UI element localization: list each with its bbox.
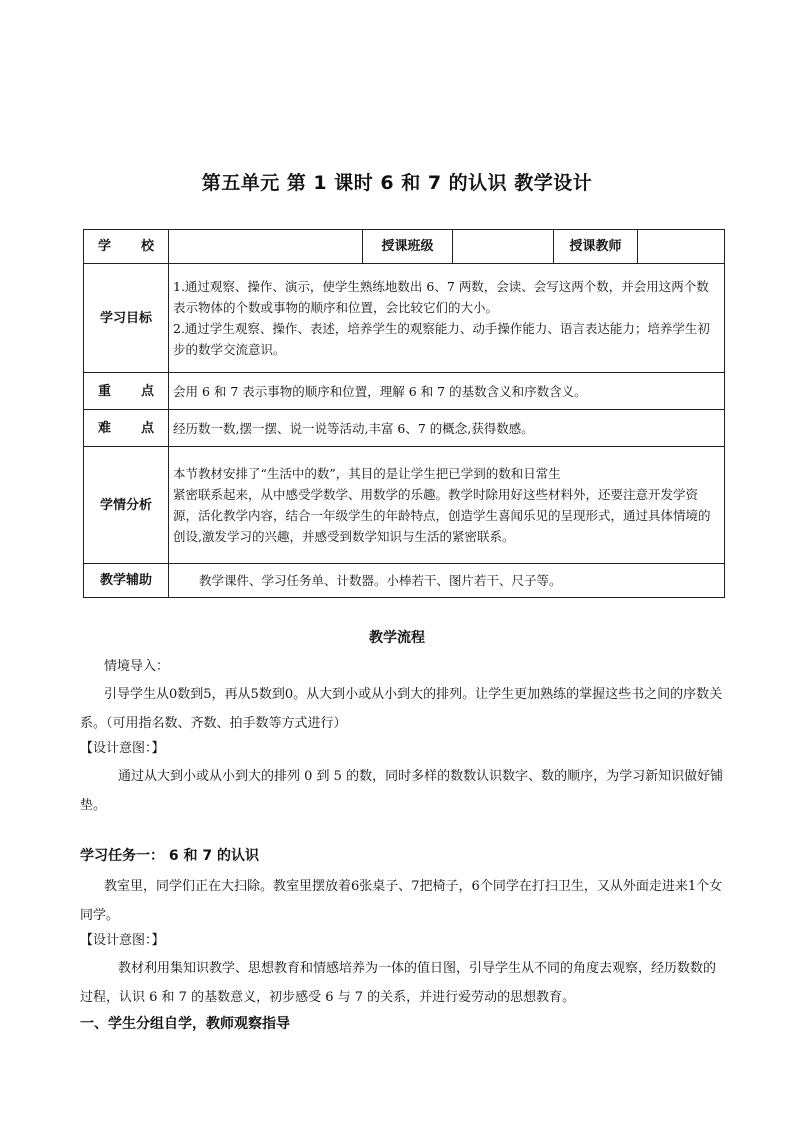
difficulty-value: 经历数一数,摆一摆、说一说等活动,丰富 6、7 的概念,获得数感。 <box>169 410 725 447</box>
task1-title: 学习任务一： 6 和 7 的认识 <box>80 848 259 864</box>
class-label: 授课班级 <box>363 230 453 264</box>
goals-cell <box>169 264 725 373</box>
task1-text: 教室里，同学们正在大扫除。教室里摆放着6张桌子、7把椅子，6个同学在打扫卫生，又从外面走进来1个女同学。 <box>80 879 723 923</box>
analysis-cell <box>169 447 725 564</box>
difficulty-label: 难 点 <box>84 410 169 447</box>
key-point-value: 会用 6 和 7 表示事物的顺序和位置，理解 6 和 7 的基数含义和序数含义。 <box>169 373 725 410</box>
intro-label: 情境导入： <box>104 659 170 674</box>
table-row <box>84 564 725 598</box>
table-row <box>84 230 725 264</box>
school-value <box>169 230 363 264</box>
flow-title: 教学流程 <box>369 630 425 646</box>
section1-title: 一、学生分组自学，教师观察指导 <box>80 1016 290 1032</box>
table-row <box>84 373 725 410</box>
table-row <box>84 264 725 373</box>
document-title: 第五单元 第 1 课时 6 和 7 的认识 教学设计 <box>201 172 593 194</box>
design-intent-text-1: 通过从大到小或从小到大的排列 0 到 5 的数，同时多样的数数认识数字、数的顺序，为学习新知识做好铺垫。 <box>80 769 724 813</box>
teacher-label: 授课教师 <box>554 230 638 264</box>
goals-item-2: 2.通过学生观察、操作、表述，培养学生的观察能力、动手操作能力、语言表达能力；培养学生初步的数学交流意识。 <box>173 321 710 357</box>
analysis-label: 学情分析 <box>84 447 169 564</box>
table-row <box>84 447 725 564</box>
table-row <box>84 410 725 447</box>
teacher-value <box>638 230 725 264</box>
teaching-aid-value: 教学课件、学习任务单、计数器。小棒若干、图片若干、尺子等。 <box>169 564 725 598</box>
key-point-label: 重 点 <box>84 373 169 410</box>
goals-label: 学习目标 <box>84 264 169 373</box>
design-intent-text-2: 教材利用集知识教学、思想教育和情感培养为一体的值日图，引导学生从不同的角度去观察，经历数数的过程，认识 6 和 7 的基数意义，初步感受 6 与 7 的关系，并进行爱劳动的思想教育。 <box>80 961 717 1005</box>
analysis-line-2: 紧密联系起来，从中感受学数学、用数学的乐趣。教学时除用好这些材料外，还要注意开发学资源，活化教学内容，结合一年级学生的年龄特点，创造学生喜闻乐见的呈现形式，通过具体情境的创设,激发学习的兴趣，并感受到数学知识与生活的紧密联系。 <box>173 487 711 544</box>
design-intent-label-2: 【设计意图：】 <box>80 933 165 948</box>
teaching-aid-label: 教学辅助 <box>84 564 169 598</box>
analysis-line-1: 本节教材安排了“生活中的数”，其目的是让学生把已学到的数和日常生 <box>173 466 561 481</box>
school-label: 学 校 <box>84 230 169 264</box>
intro-text: 引导学生从0数到5，再从5数到0。从大到小或从小到大的排列。让学生更加熟练的掌握这些书之间的序数关系。（可用指名数、齐数、拍手数等方式进行） <box>80 687 723 731</box>
goals-item-1: 1.通过观察、操作、演示，使学生熟练地数出 6、7 两数，会读、会写这两个数，并会用这两个数表示物体的个数或事物的顺序和位置，会比较它们的大小。 <box>173 279 709 315</box>
class-value <box>453 230 554 264</box>
lesson-info-table <box>83 229 725 598</box>
design-intent-label-1: 【设计意图：】 <box>80 741 165 756</box>
